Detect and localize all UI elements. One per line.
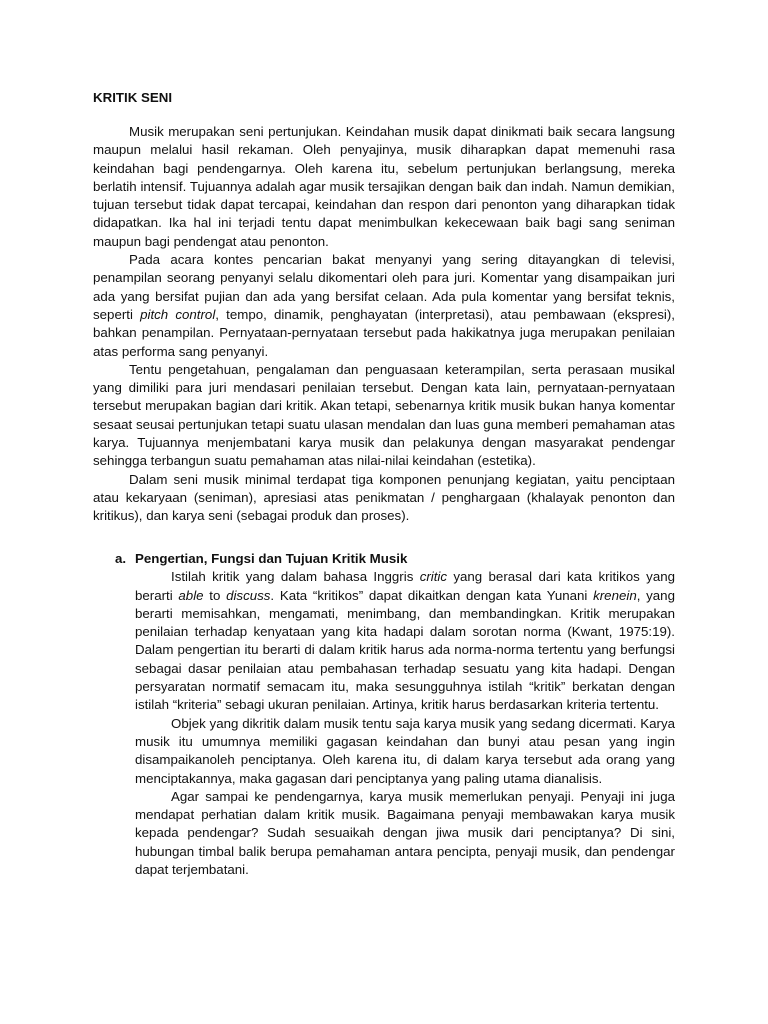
definition-term-critic: critic [419, 569, 448, 585]
section-a [115, 550, 675, 879]
definition-term-discuss: discuss [226, 587, 271, 603]
intro-section [93, 123, 675, 526]
definition-text-3: to [203, 587, 227, 603]
definition-text-4: . Kata “kritikos” dapat dikaitkan dengan kata Yunani [270, 587, 594, 603]
contest-term-pitch-control: pitch control [140, 306, 216, 322]
document-title: KRITIK SENI [93, 90, 173, 105]
paragraph-music-performance: Musik merupakan seni pertunjukan. Keindahan musik dapat dinikmati baik secara langsung maupun melalui hasil rekaman. Oleh penyajinya, musik diharapkan dapat memenuhi rasa keindahan bagi pendengarnya. Oleh karena itu, sebelum pertunjukan berlangsung, mereka berlatih intensif. Tujuannya adalah agar musik tersajikan dengan baik dan indah. Namun demikian, tujuan tersebut tidak dapat tercapai, keindahan dan respon dari penonton yang diharapkan tidak didapatkan. Ika hal ini terjadi tentu dapat menimbulkan kekecewaan baik bagi sang seniman maupun bagi pendengat atau penonton. [93, 124, 675, 249]
contest-text-1: Pada acara kontes pencarian bakat menyanyi yang sering ditayangkan di televisi, penampilan seorang penyanyi selalu dikomentari oleh para juri. Komentar yang disampaikan juri ada yang bersifat pujian dan ada yang bersifat celaan. Ada pula komentar yang bersifat teknis, seperti [93, 252, 675, 322]
contest-text-2: , tempo, dinamik, penghayatan (interpretasi), atau pembawaan (ekspresi), bahkan penampilan. Pernyataan-pernyataan tersebut pada hakikatnya juga merupakan penilaian atas performa sang penyanyi. [93, 306, 675, 359]
paragraph-talent-contest [93, 251, 675, 361]
paragraph-jury-knowledge: Tentu pengetahuan, pengalaman dan penguasaan keterampilan, serta perasaan musikal yang dimiliki para juri mendasari penilaian tersebut. Dengan kata lain, pernyataan-pernyataan tersebut merupakan bagian dari kritik. Akan tetapi, sebenarnya kritik musik bukan hanya komentar sesaat seusai pertunjukan tetapi suatu ulasan mendalan dan luas guna memberi pemahaman atas karya. Tujuannya menjembatani karya musik dan pelakunya dengan masyarakat pendengar sehingga terbangun suatu pemahaman atas nilai-nilai keindahan (estetika). [93, 361, 675, 469]
paragraph-three-components: Dalam seni musik minimal terdapat tiga komponen penunjang kegiatan, yaitu penciptaan atau kekaryaan (seniman), apresiasi atas penikmatan / penghargaan (khalayak penonton dan kritikus), dan karya seni (sebagai produk dan proses). [93, 471, 675, 524]
section-heading [115, 550, 675, 568]
definition-term-able: able [178, 587, 204, 603]
paragraph-object-of-critique: Objek yang dikritik dalam musik tentu saja karya musik yang sedang dicermati. Karya musik itu umumnya memiliki gagasan keindahan dan bunyi atau pesan yang ingin disampaikanoleh penciptanya. Oleh karena itu, di dalam karya tersebut ada orang yang menciptakannya, maka gagasan dari penciptanya yang paling utama dianalisis. [135, 715, 675, 786]
definition-text-1: Istilah kritik yang dalam bahasa Inggris [171, 569, 420, 585]
definition-term-krenein: krenein [593, 587, 637, 603]
section-title: Pengertian, Fungsi dan Tujuan Kritik Musik [135, 551, 408, 566]
definition-text-2: yang berasal dari kata kritikos yang berarti [135, 569, 676, 603]
paragraph-performer: Agar sampai ke pendengarnya, karya musik memerlukan penyaji. Penyaji ini juga mendapat perhatian dalam kritik musik. Bagaimana penyaji membawakan karya musik kepada pendengar? Sudah sesuaikah dengan jiwa musik dari penciptanya? Di sini, hubungan timbal balik berupa pemahaman antara pencipta, penyaji musik, dan pendengar dapat terjembatani. [135, 788, 675, 878]
section-body [135, 568, 675, 879]
paragraph-critic-definition [135, 568, 675, 714]
section-label: a. [115, 551, 127, 566]
definition-text-5: , yang berarti memisahkan, mengamati, menimbang, dan membandingkan. Kritik merupakan penilaian terhadap kenyataan yang kita hadapi dalam sorotan norma (Kwant, 1975:19). Dalam pengertian itu berarti di dalam kritik harus ada norma-norma tertentu yang berfungsi sebagai dasar penilaian atau pembahasan terhadap sesuatu yang kita hadapi. Dengan persyaratan normatif semacam itu, maka sesungguhnya istilah “kritik” berkatan dengan istilah “kriteria” sebagi ukuran penilaian. Artinya, kritik harus berdasarkan kriteria tertentu. [135, 587, 675, 713]
